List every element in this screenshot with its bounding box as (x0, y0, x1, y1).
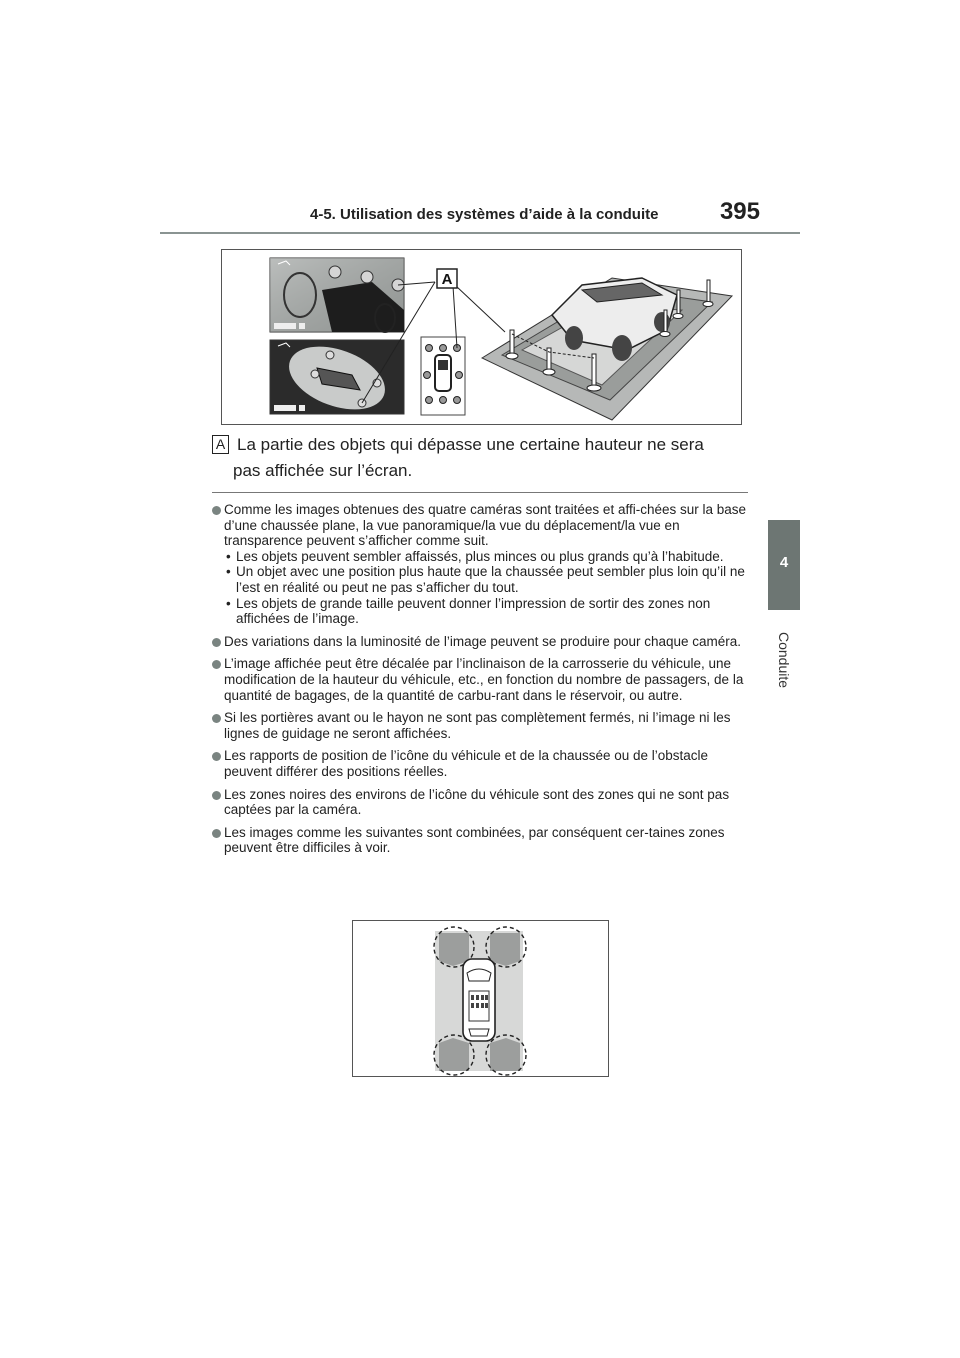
list-item-text: Les rapports de position de l’icône du véhicule et de la chaussée ou de l’obstacle peuvent différer des positions réelles. (224, 748, 709, 779)
chapter-label-box (769, 620, 799, 700)
list-item-text: Des variations dans la luminosité de l’image peuvent se produire pour chaque caméra. (224, 633, 742, 649)
callout-letter: A (441, 271, 453, 288)
combined-zones-illustration (353, 921, 608, 1076)
bullet-icon (212, 660, 221, 669)
parking-diagram (421, 337, 465, 415)
list-item-text: Si les portières avant ou le hayon ne sont pas complètement fermés, ni l’image ni les lignes de guidage ne seront affichées. (224, 710, 731, 741)
page-header (160, 200, 800, 236)
chapter-tab (768, 520, 800, 610)
section-title: 4-5. Utilisation des systèmes d’aide à la conduite (310, 206, 659, 223)
list-item (212, 748, 752, 779)
section-divider (212, 492, 748, 493)
sub-item-text: Un objet avec une position plus haute que la chaussée peut sembler plus loin qu’il ne l’est en réalité ou peut ne pas s’afficher du tout. (236, 564, 745, 595)
list-item (212, 825, 752, 856)
list-item-text: Comme les images obtenues des quatre caméras sont traitées et affi-chées sur la base d’une chaussée plane, la vue panoramique/la vue du déplacement/la vue en transparence peuvent s’afficher comme suit. (224, 502, 747, 549)
chapter-label: Conduite (776, 631, 792, 689)
camera-views-illustration (222, 250, 741, 424)
sub-list-item (224, 564, 752, 595)
list-item-text: L’image affichée peut être décalée par l’inclinaison de la carrosserie du véhicule, une modification de la hauteur du véhicule, etc., en fonction du nombre de passagers, de la quantité de bagages, de la quantité de carbu-rant dans le réservoir, ou autre. (224, 656, 744, 703)
bullet-icon (212, 506, 221, 515)
list-item-text: Les zones noires des environs de l’icône du véhicule sont des zones qui ne sont pas captées par la caméra. (224, 786, 730, 818)
caption-line-1 (212, 432, 752, 458)
sub-list-item (224, 549, 752, 565)
header-rule (160, 232, 800, 234)
sub-bullet-icon: • (226, 564, 231, 580)
list-item (212, 787, 752, 818)
bullet-icon (212, 638, 221, 647)
sub-bullet-icon: • (226, 595, 231, 611)
caption-text-2: pas affichée sur l’écran. (233, 461, 413, 480)
callout-marker (437, 269, 457, 288)
chapter-number: 4 (779, 554, 789, 571)
screen-side-view (270, 258, 404, 332)
list-item (212, 634, 752, 650)
bullet-icon (212, 791, 221, 800)
sub-bullet-icon: • (226, 548, 231, 564)
list-item-text: Les images comme les suivantes sont combinées, par conséquent cer-taines zones peuvent être difficiles à voir. (224, 824, 725, 856)
bullet-icon (212, 829, 221, 838)
screen-top-view (270, 335, 404, 422)
list-item (212, 656, 752, 703)
notes-list (212, 502, 752, 863)
bullet-icon (212, 752, 221, 761)
caption-text-1: La partie des objets qui dépasse une certaine hauteur ne sera (237, 435, 704, 454)
sub-item-text: Les objets de grande taille peuvent donner l’impression de sortir des zones non affichées de l’image. (236, 595, 711, 627)
list-item (212, 502, 752, 627)
page-number: 395 (719, 198, 760, 225)
sub-list-item (224, 596, 752, 627)
figure-camera-views (221, 249, 742, 425)
list-item (212, 710, 752, 741)
sub-item-text: Les objets peuvent sembler affaissés, plus minces ou plus grands qu’à l’habitude. (236, 548, 724, 564)
bullet-icon (212, 714, 221, 723)
figure-combined-zones (352, 920, 609, 1077)
figure-caption (212, 432, 752, 484)
car-top-icon (463, 959, 495, 1041)
perspective-scene (482, 278, 732, 420)
caption-marker: A (212, 435, 229, 454)
